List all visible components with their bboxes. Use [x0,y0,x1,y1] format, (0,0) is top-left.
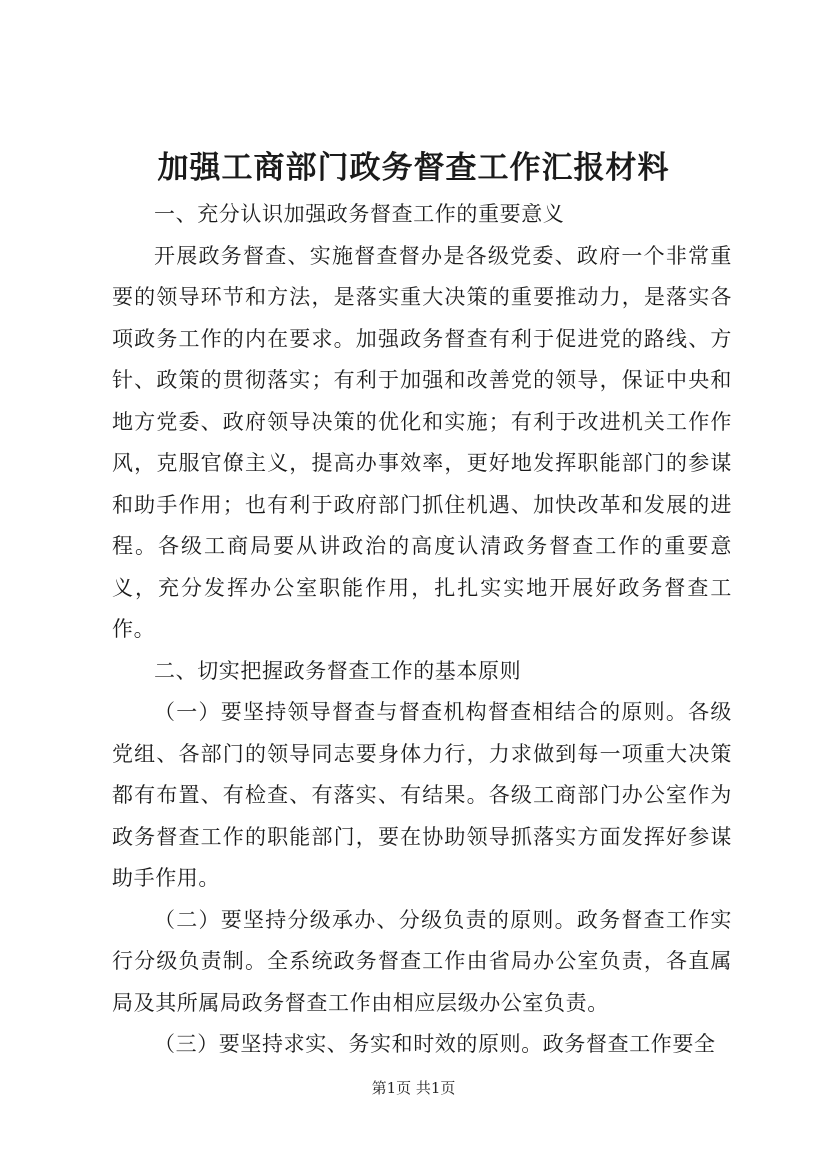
section-heading-1: 一、充分认识加强政务督查工作的重要意义 [154,202,565,226]
paragraph-principle-1: （一）要坚持领导督查与督查机构督查相结合的原则。各级党组、各部门的领导同志要身体力行，力求做到每一项重大决策都有布置、有检查、有落实、有结果。各级工商部门办公室作为政务督查工作的职能部门，要在协助领导抓落实方面发挥好参谋助手作用。 [112,700,732,890]
paragraph-principle-2: （二）要坚持分级承办、分级负责的原则。政务督查工作实行分级负责制。全系统政务督查工作由省局办公室负责，各直属局及其所属局政务督查工作由相应层级办公室负责。 [112,907,732,1015]
paragraph-principle-3: （三）要坚持求实、务实和时效的原则。政务督查工作要全 [154,1032,716,1056]
page-footer: 第1页 共1页 [371,1079,456,1097]
document-title: 加强工商部门政务督查工作汇报材料 [157,150,670,186]
document-body [112,194,732,1066]
paragraph-1: 开展政务督查、实施督查督办是各级党委、政府一个非常重要的领导环节和方法，是落实重大决策的重要推动力，是落实各项政务工作的内在要求。加强政务督查有利于促进党的路线、方针、政策的贯彻落实；有利于加强和改善党的领导，保证中央和地方党委、政府领导决策的优化和实施；有利于改进机关工作作风，克服官僚主义，提高办事效率，更好地发挥职能部门的参谋和助手作用；也有利于政府部门抓住机遇、加快改革和发展的进程。各级工商局要从讲政治的高度认清政务督查工作的重要意义，充分发挥办公室职能作用，扎扎实实地开展好政务督查工作。 [112,243,732,641]
section-heading-2: 二、切实把握政务督查工作的基本原则 [154,658,522,683]
